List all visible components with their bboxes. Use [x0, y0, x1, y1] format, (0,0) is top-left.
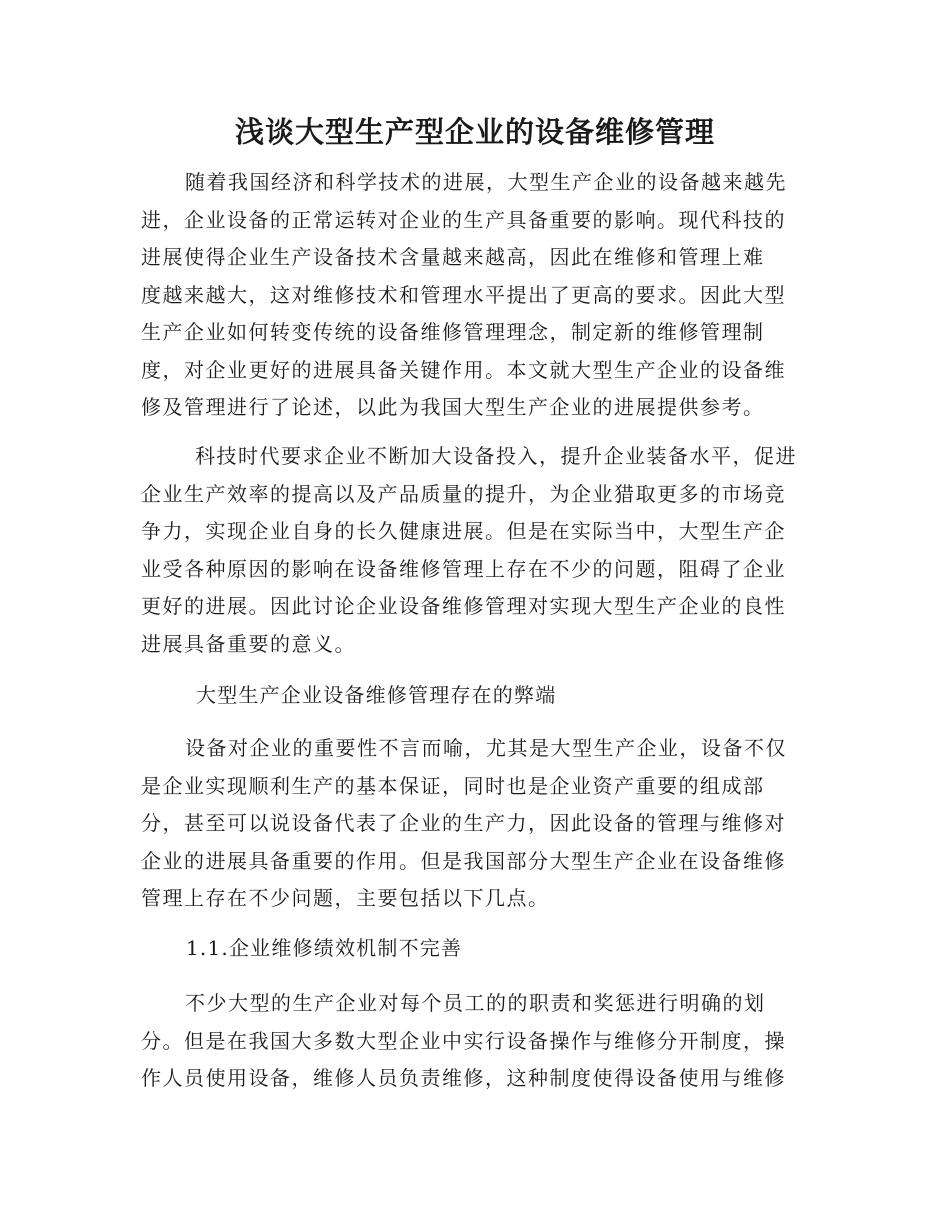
paragraph-line: 设备对企业的重要性不言而喻，尤其是大型生产企业，设备不仅: [185, 736, 787, 760]
paragraph-line: 生产企业如何转变传统的设备维修管理理念，制定新的维修管理制: [141, 320, 765, 344]
paragraph-line: 进展具备重要的意义。: [141, 631, 356, 656]
section-heading: 大型生产企业设备维修管理存在的弊端: [196, 683, 557, 707]
subsection-heading: 1.1.企业维修绩效机制不完善: [186, 936, 463, 960]
paragraph-background: [141, 438, 811, 663]
paragraph-line: 分，甚至可以说设备代表了企业的生产力，因此设备的管理与维修对: [141, 811, 786, 835]
paragraph-line: 修及管理进行了论述，以此为我国大型生产企业的进展提供参考。: [141, 395, 765, 419]
paragraph-line: 分。但是在我国大多数大型企业中实行设备操作与维修分开制度，操: [141, 1028, 786, 1053]
paragraph-line: 是企业实现顺利生产的基本保证，同时也是企业资产重要的组成部: [141, 773, 765, 798]
paragraph-line: 进展使得企业生产设备技术含量越来越高，因此在维修和管理上难: [141, 245, 765, 269]
paragraph-line: 科技时代要求企业不断加大设备投入，提升企业装备水平，促进: [195, 444, 797, 468]
paragraph-line: 随着我国经济和科学技术的进展，大型生产企业的设备越来越先: [185, 170, 787, 194]
paragraph-line: 作人员使用设备，维修人员负责维修，这种制度使得设备使用与维修: [141, 1066, 786, 1090]
paragraph-section-1: [141, 730, 811, 918]
paragraph-line: 度，对企业更好的进展具备关键作用。本文就大型生产企业的设备维: [141, 357, 786, 382]
paragraph-line: 不少大型的生产企业对每个员工的的职责和奖惩进行明确的划: [185, 991, 766, 1015]
paragraph-subsection-1-1: [141, 985, 811, 1098]
paragraph-line: 管理上存在不少问题，主要包括以下几点。: [141, 886, 550, 910]
paragraph-line: 企业的进展具备重要的作用。但是我国部分大型生产企业在设备维修: [141, 848, 786, 873]
paragraph-line: 企业生产效率的提高以及产品质量的提升，为企业猎取更多的市场竞: [141, 481, 786, 506]
paragraph-line: 度越来越大，这对维修技术和管理水平提出了更高的要求。因此大型: [141, 282, 786, 307]
paragraph-line: 争力，实现企业自身的长久健康进展。但是在实际当中，大型生产企: [141, 519, 786, 543]
paragraph-line: 业受各种原因的影响在设备维修管理上存在不少的问题，阻碍了企业: [141, 556, 786, 581]
paragraph-intro: [141, 164, 811, 427]
paragraph-line: 更好的进展。因此讨论企业设备维修管理对实现大型生产企业的良性: [141, 594, 786, 618]
document-title: 浅谈大型生产型企业的设备维修管理: [234, 115, 715, 149]
paragraph-line: 进，企业设备的正常运转对企业的生产具备重要的影响。现代科技的: [141, 207, 786, 232]
